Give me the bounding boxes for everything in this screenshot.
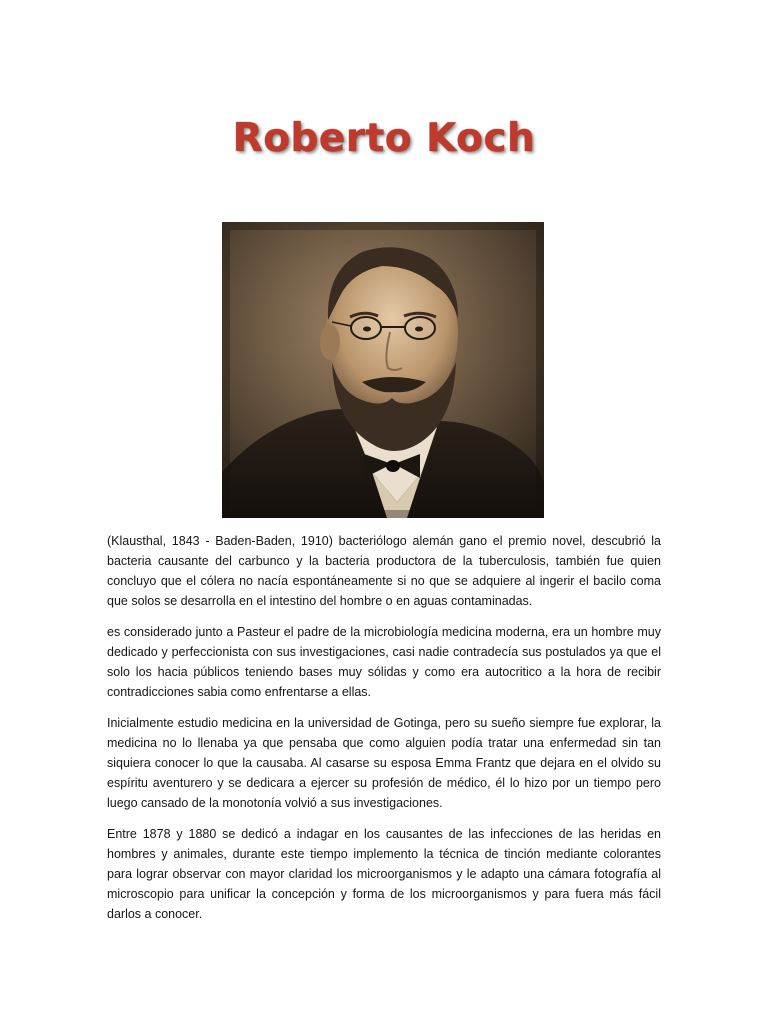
body-text — [107, 531, 661, 935]
paragraph-3: Inicialmente estudio medicina en la universidad de Gotinga, pero su sueño siempre fue explorar, la medicina no lo llenaba ya que pensaba que como alguien podía tratar una enfermedad sin tan siquiera conocer lo que la causaba. Al casarse su esposa Emma Frantz que dejara en el olvido su espíritu aventurero y se dedicara a ejercer su profesión de médico, él lo hizo por un tiempo pero luego cansado de la monotonía volvió a sus investigaciones. — [107, 716, 661, 810]
paragraph-1: (Klausthal, 1843 - Baden-Baden, 1910) bacteriólogo alemán gano el premio novel, descubrió la bacteria causante del carbunco y la bacteria productora de la tuberculosis, también fue quien concluyo que el cólera no nacía espontáneamente si no que se adquiere al ingerir el bacilo coma que solos se desarrolla en el intestino del hombre o en aguas contaminadas. — [107, 534, 661, 608]
paragraph-2: es considerado junto a Pasteur el padre de la microbiología medicina moderna, era un hombre muy dedicado y perfeccionista con sus investigaciones, casi nadie contradecía sus postulados ya que el solo los hacia públicos teniendo bases muy sólidas y como era autocritico a la hora de recibir contradicciones sabia como enfrentarse a ellas. — [107, 625, 661, 699]
document-title: Roberto Koch — [232, 116, 536, 161]
portrait-photo — [222, 222, 544, 518]
paragraph-4: Entre 1878 y 1880 se dedicó a indagar en los causantes de las infecciones de las heridas en hombres y animales, durante este tiempo implemento la técnica de tinción mediante colorantes para lograr observar con mayor claridad los microorganismos y le adapto una cámara fotografía al microscopio para unificar la concepción y forma de los microorganismos y para fuera más fácil darlos a conocer. — [107, 827, 661, 921]
